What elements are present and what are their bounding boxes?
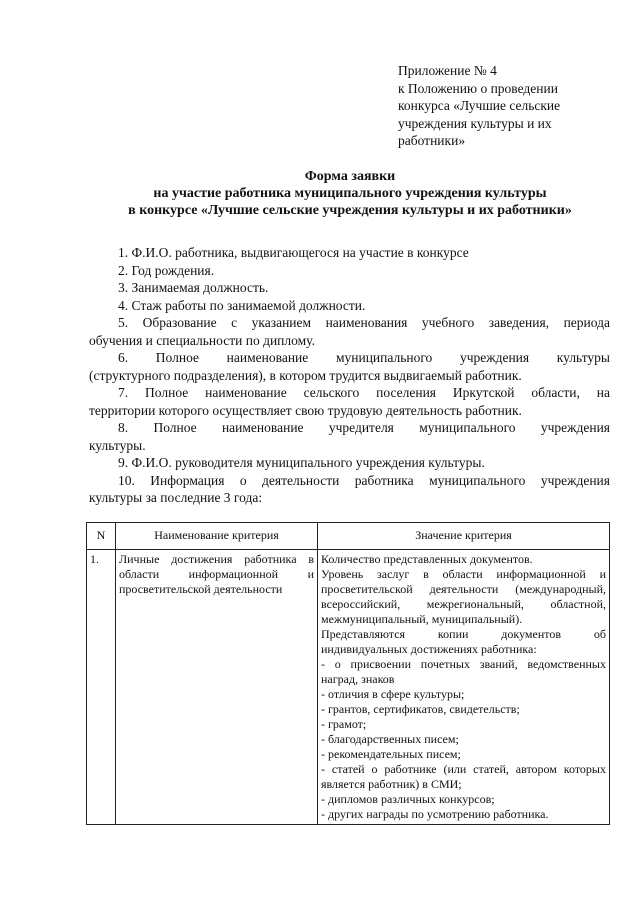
title-line: Форма заявки: [304, 169, 396, 184]
value-line: - о присвоении почетных званий, ведомственных наград, знаков: [321, 657, 606, 686]
list-item-continuation: культуры.: [89, 437, 146, 453]
table-row: [87, 550, 610, 825]
list-item-continuation: территории которого осуществляет свою трудовую деятельность работник.: [89, 402, 522, 418]
form-title: [60, 168, 640, 219]
appendix-line: Приложение № 4: [398, 63, 497, 78]
appendix-line: учреждения культуры и их: [398, 115, 552, 131]
application-items: [89, 244, 610, 507]
title-line: на участие работника муниципального учреждения культуры: [153, 186, 547, 201]
value-line: Представляются копии документов об индивидуальных достижениях работника:: [321, 627, 606, 656]
list-item: 4. Стаж работы по занимаемой должности.: [118, 297, 366, 313]
appendix-line: к Положению о проведении: [398, 80, 558, 96]
value-line: - отличия в сфере культуры;: [321, 687, 465, 701]
list-item-continuation: обучения и специальности по диплому.: [89, 332, 315, 348]
value-line: - других награды по усмотрению работника.: [321, 807, 549, 821]
appendix-line: работники»: [398, 133, 466, 148]
list-item: 2. Год рождения.: [118, 262, 215, 278]
appendix-line: конкурса «Лучшие сельские: [398, 98, 561, 113]
table-header-row: [87, 523, 610, 550]
value-line: - статей о работнике (или статей, автором которых является работник) в СМИ;: [321, 762, 606, 791]
list-item: 7. Полное наименование сельского поселения Иркутской области, на: [118, 385, 610, 400]
header-n: N: [87, 523, 116, 550]
criteria-table: [86, 522, 610, 825]
list-item: 1. Ф.И.О. работника, выдвигающегося на участие в конкурсе: [118, 245, 469, 260]
value-line: - благодарственных писем;: [321, 732, 459, 746]
value-line: - грантов, сертификатов, свидетельств;: [321, 702, 520, 716]
value-line: Количество представленных документов.: [321, 552, 533, 566]
list-item: 10. Информация о деятельности работника муниципального учреждения: [118, 472, 610, 488]
list-item: 3. Занимаемая должность.: [118, 280, 269, 295]
value-line: - дипломов различных конкурсов;: [321, 792, 495, 806]
list-item-continuation: культуры за последние 3 года:: [89, 490, 263, 505]
list-item-continuation: (структурного подразделения), в котором трудится выдвигаемый работник.: [89, 367, 522, 383]
appendix-block: [398, 62, 598, 150]
list-item: 8. Полное наименование учредителя муниципального учреждения: [118, 420, 610, 435]
value-line: - грамот;: [321, 717, 367, 731]
row-number: 1.: [87, 550, 116, 825]
value-line: - рекомендательных писем;: [321, 747, 461, 761]
criterion-value: [318, 550, 610, 825]
list-item: 5. Образование с указанием наименования учебного заведения, периода: [118, 315, 610, 330]
value-line: Уровень заслуг в области информационной и просветительской деятельности (международный, всероссийский, межрегиональный, областной, межмуниципальный, муниципальный).: [321, 567, 606, 626]
title-line: в конкурсе «Лучшие сельские учреждения культуры и их работники»: [128, 203, 572, 218]
header-criterion-value: Значение критерия: [318, 523, 610, 550]
list-item: 9. Ф.И.О. руководителя муниципального учреждения культуры.: [118, 455, 485, 470]
list-item: 6. Полное наименование муниципального учреждения культуры: [118, 350, 610, 365]
header-criterion-name: Наименование критерия: [116, 523, 318, 550]
criterion-name: Личные достижения работника в области информационной и просветительской деятельности: [116, 550, 318, 825]
